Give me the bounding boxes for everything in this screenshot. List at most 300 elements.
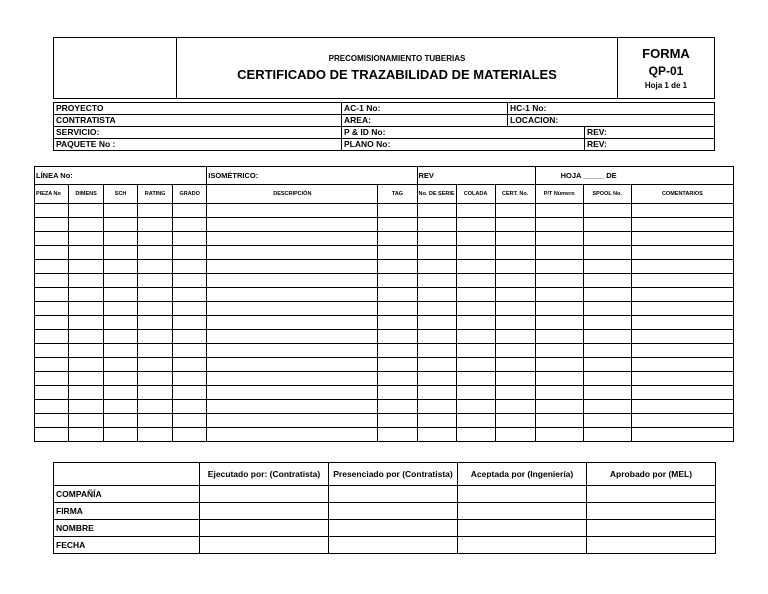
signature-cell[interactable] bbox=[200, 486, 329, 503]
table-cell[interactable] bbox=[138, 414, 173, 428]
table-cell[interactable] bbox=[207, 218, 378, 232]
table-cell[interactable] bbox=[69, 316, 104, 330]
hoja-label: HOJA _____ DE bbox=[560, 171, 617, 180]
table-cell[interactable] bbox=[535, 288, 583, 302]
column-header: TAG bbox=[378, 185, 417, 204]
table-row bbox=[35, 330, 734, 344]
column-header: No. DE SERIE bbox=[417, 185, 456, 204]
table-cell[interactable] bbox=[69, 358, 104, 372]
table-cell[interactable] bbox=[35, 428, 69, 442]
table-cell[interactable] bbox=[456, 232, 495, 246]
table-cell[interactable] bbox=[138, 344, 173, 358]
column-header: RATING bbox=[138, 185, 173, 204]
table-cell[interactable] bbox=[456, 204, 495, 218]
table-cell[interactable] bbox=[583, 218, 631, 232]
table-cell[interactable] bbox=[378, 316, 417, 330]
table-cell[interactable] bbox=[417, 232, 456, 246]
table-row bbox=[35, 218, 734, 232]
table-cell[interactable] bbox=[378, 288, 417, 302]
table-cell[interactable] bbox=[456, 330, 495, 344]
signature-cell[interactable] bbox=[329, 520, 458, 537]
table-cell[interactable] bbox=[631, 274, 733, 288]
table-cell[interactable] bbox=[495, 288, 535, 302]
signature-cell[interactable] bbox=[329, 503, 458, 520]
table-cell[interactable] bbox=[138, 288, 173, 302]
table-cell[interactable] bbox=[207, 330, 378, 344]
table-cell[interactable] bbox=[631, 218, 733, 232]
table-cell[interactable] bbox=[35, 400, 69, 414]
table-cell[interactable] bbox=[631, 260, 733, 274]
table-cell[interactable] bbox=[173, 414, 207, 428]
signature-row bbox=[54, 486, 716, 503]
signature-row-label: FIRMA bbox=[54, 503, 200, 520]
hc1-field[interactable]: HC-1 No: bbox=[508, 103, 715, 115]
table-cell[interactable] bbox=[583, 204, 631, 218]
table-cell[interactable] bbox=[104, 414, 138, 428]
table-cell[interactable] bbox=[535, 400, 583, 414]
table-cell[interactable] bbox=[456, 344, 495, 358]
table-cell[interactable] bbox=[173, 232, 207, 246]
table-cell[interactable] bbox=[173, 274, 207, 288]
table-cell[interactable] bbox=[138, 232, 173, 246]
table-cell[interactable] bbox=[583, 274, 631, 288]
table-cell[interactable] bbox=[495, 246, 535, 260]
table-cell[interactable] bbox=[378, 372, 417, 386]
table-cell[interactable] bbox=[207, 344, 378, 358]
signature-cell[interactable] bbox=[587, 503, 716, 520]
table-cell[interactable] bbox=[35, 330, 69, 344]
table-cell[interactable] bbox=[138, 246, 173, 260]
table-cell[interactable] bbox=[378, 218, 417, 232]
table-cell[interactable] bbox=[495, 260, 535, 274]
table-cell[interactable] bbox=[207, 316, 378, 330]
logo-cell bbox=[54, 38, 177, 99]
locacion-field[interactable]: LOCACION: bbox=[508, 115, 715, 127]
table-row bbox=[35, 246, 734, 260]
table-cell[interactable] bbox=[583, 232, 631, 246]
table-cell[interactable] bbox=[104, 302, 138, 316]
signature-cell[interactable] bbox=[329, 537, 458, 554]
table-cell[interactable] bbox=[104, 246, 138, 260]
column-header: DESCRIPCIÓN bbox=[207, 185, 378, 204]
table-cell[interactable] bbox=[138, 386, 173, 400]
signature-row-label: FECHA bbox=[54, 537, 200, 554]
pid-field[interactable]: P & ID No: bbox=[342, 127, 585, 139]
paquete-field[interactable]: PAQUETE No : bbox=[54, 139, 342, 151]
sheet-number: Hoja 1 de 1 bbox=[644, 81, 688, 90]
table-cell[interactable] bbox=[495, 400, 535, 414]
table-cell[interactable] bbox=[456, 246, 495, 260]
table-cell[interactable] bbox=[138, 358, 173, 372]
table-cell[interactable] bbox=[378, 358, 417, 372]
table-cell[interactable] bbox=[69, 372, 104, 386]
table-cell[interactable] bbox=[456, 414, 495, 428]
table-cell[interactable] bbox=[456, 386, 495, 400]
table-cell[interactable] bbox=[456, 372, 495, 386]
table-cell[interactable] bbox=[631, 414, 733, 428]
signature-cell[interactable] bbox=[587, 537, 716, 554]
table-cell[interactable] bbox=[583, 260, 631, 274]
table-cell[interactable] bbox=[535, 316, 583, 330]
table-cell[interactable] bbox=[456, 316, 495, 330]
table-cell[interactable] bbox=[535, 260, 583, 274]
table-cell[interactable] bbox=[535, 386, 583, 400]
table-cell[interactable] bbox=[378, 260, 417, 274]
signature-row bbox=[54, 503, 716, 520]
table-cell[interactable] bbox=[138, 274, 173, 288]
column-header: PIEZA No bbox=[35, 185, 69, 204]
table-cell[interactable] bbox=[69, 246, 104, 260]
table-cell[interactable] bbox=[495, 204, 535, 218]
table-cell[interactable] bbox=[35, 204, 69, 218]
table-cell[interactable] bbox=[535, 274, 583, 288]
table-cell[interactable] bbox=[378, 274, 417, 288]
rev1-field[interactable]: REV: bbox=[585, 127, 715, 139]
table-cell[interactable] bbox=[535, 232, 583, 246]
table-cell[interactable] bbox=[535, 414, 583, 428]
plano-field[interactable]: PLANO No: bbox=[342, 139, 585, 151]
table-cell[interactable] bbox=[456, 358, 495, 372]
table-cell[interactable] bbox=[631, 330, 733, 344]
signature-row-label: COMPAÑÍA bbox=[54, 486, 200, 503]
column-header: P/T Número bbox=[535, 185, 583, 204]
ac1-field[interactable]: AC-1 No: bbox=[342, 103, 508, 115]
table-cell[interactable] bbox=[69, 386, 104, 400]
table-cell[interactable] bbox=[631, 358, 733, 372]
table-cell[interactable] bbox=[495, 386, 535, 400]
table-cell[interactable] bbox=[35, 358, 69, 372]
table-cell[interactable] bbox=[417, 400, 456, 414]
table-cell[interactable] bbox=[631, 372, 733, 386]
table-cell[interactable] bbox=[104, 232, 138, 246]
table-cell[interactable] bbox=[35, 316, 69, 330]
table-row bbox=[35, 302, 734, 316]
table-cell[interactable] bbox=[138, 400, 173, 414]
table-cell[interactable] bbox=[378, 302, 417, 316]
table-cell[interactable] bbox=[35, 218, 69, 232]
table-cell[interactable] bbox=[417, 428, 456, 442]
table-cell[interactable] bbox=[378, 428, 417, 442]
hoja-field[interactable] bbox=[535, 167, 733, 185]
table-row bbox=[35, 428, 734, 442]
table-cell[interactable] bbox=[535, 246, 583, 260]
table-cell[interactable] bbox=[104, 316, 138, 330]
table-cell[interactable] bbox=[583, 316, 631, 330]
table-cell[interactable] bbox=[631, 288, 733, 302]
table-cell[interactable] bbox=[583, 330, 631, 344]
table-cell[interactable] bbox=[69, 330, 104, 344]
table-cell[interactable] bbox=[173, 400, 207, 414]
table-cell[interactable] bbox=[378, 344, 417, 358]
table-cell[interactable] bbox=[69, 302, 104, 316]
table-cell[interactable] bbox=[535, 372, 583, 386]
table-cell[interactable] bbox=[173, 344, 207, 358]
table-cell[interactable] bbox=[417, 372, 456, 386]
column-header: CERT. No. bbox=[495, 185, 535, 204]
table-cell[interactable] bbox=[173, 316, 207, 330]
table-cell[interactable] bbox=[417, 274, 456, 288]
table-row bbox=[35, 260, 734, 274]
column-header: SCH bbox=[104, 185, 138, 204]
table-cell[interactable] bbox=[378, 204, 417, 218]
table-cell[interactable] bbox=[207, 260, 378, 274]
table-cell[interactable] bbox=[138, 218, 173, 232]
table-cell[interactable] bbox=[378, 330, 417, 344]
table-cell[interactable] bbox=[456, 428, 495, 442]
proyecto-field[interactable]: PROYECTO bbox=[54, 103, 342, 115]
table-cell[interactable] bbox=[207, 400, 378, 414]
table-cell[interactable] bbox=[69, 218, 104, 232]
table-cell[interactable] bbox=[35, 288, 69, 302]
table-cell[interactable] bbox=[104, 428, 138, 442]
signature-column-header: Presenciado por (Contratista) bbox=[329, 463, 458, 486]
table-cell[interactable] bbox=[207, 274, 378, 288]
form-code-cell bbox=[618, 38, 715, 99]
table-cell[interactable] bbox=[535, 330, 583, 344]
table-cell[interactable] bbox=[583, 344, 631, 358]
table-cell[interactable] bbox=[173, 330, 207, 344]
table-cell[interactable] bbox=[417, 330, 456, 344]
table-cell[interactable] bbox=[69, 260, 104, 274]
table-cell[interactable] bbox=[104, 358, 138, 372]
table-cell[interactable] bbox=[207, 358, 378, 372]
table-cell[interactable] bbox=[69, 414, 104, 428]
table-cell[interactable] bbox=[173, 288, 207, 302]
signature-column-header: Aprobado por (MEL) bbox=[587, 463, 716, 486]
signature-cell[interactable] bbox=[587, 520, 716, 537]
column-header: DIMENS bbox=[69, 185, 104, 204]
table-cell[interactable] bbox=[138, 330, 173, 344]
table-cell[interactable] bbox=[535, 204, 583, 218]
table-cell[interactable] bbox=[104, 218, 138, 232]
form-label: FORMA bbox=[642, 46, 690, 61]
table-cell[interactable] bbox=[583, 386, 631, 400]
table-cell[interactable] bbox=[417, 302, 456, 316]
table-cell[interactable] bbox=[173, 386, 207, 400]
table-cell[interactable] bbox=[583, 358, 631, 372]
table-cell[interactable] bbox=[138, 372, 173, 386]
table-cell[interactable] bbox=[207, 372, 378, 386]
signature-cell[interactable] bbox=[200, 520, 329, 537]
table-row bbox=[35, 400, 734, 414]
servicio-field[interactable]: SERVICIO: bbox=[54, 127, 342, 139]
table-cell[interactable] bbox=[104, 386, 138, 400]
signature-row bbox=[54, 537, 716, 554]
table-cell[interactable] bbox=[138, 316, 173, 330]
table-cell[interactable] bbox=[138, 260, 173, 274]
table-cell[interactable] bbox=[535, 428, 583, 442]
table-cell[interactable] bbox=[104, 400, 138, 414]
table-cell[interactable] bbox=[378, 414, 417, 428]
table-cell[interactable] bbox=[173, 358, 207, 372]
table-cell[interactable] bbox=[35, 372, 69, 386]
area-field[interactable]: AREA: bbox=[342, 115, 508, 127]
table-cell[interactable] bbox=[207, 204, 378, 218]
table-cell[interactable] bbox=[456, 218, 495, 232]
table-cell[interactable] bbox=[207, 386, 378, 400]
signature-cell[interactable] bbox=[458, 503, 587, 520]
table-cell[interactable] bbox=[495, 302, 535, 316]
table-cell[interactable] bbox=[35, 414, 69, 428]
table-cell[interactable] bbox=[631, 428, 733, 442]
table-cell[interactable] bbox=[417, 316, 456, 330]
table-cell[interactable] bbox=[495, 274, 535, 288]
table-cell[interactable] bbox=[69, 428, 104, 442]
table-cell[interactable] bbox=[495, 232, 535, 246]
table-cell[interactable] bbox=[495, 218, 535, 232]
table-cell[interactable] bbox=[417, 414, 456, 428]
form-code: QP-01 bbox=[648, 64, 684, 78]
isometrico-field[interactable]: ISOMÉTRICO: bbox=[207, 167, 417, 185]
table-cell[interactable] bbox=[583, 288, 631, 302]
table-cell[interactable] bbox=[417, 344, 456, 358]
table-cell[interactable] bbox=[69, 400, 104, 414]
signature-cell[interactable] bbox=[329, 486, 458, 503]
table-cell[interactable] bbox=[69, 288, 104, 302]
table-cell[interactable] bbox=[378, 232, 417, 246]
table-cell[interactable] bbox=[378, 386, 417, 400]
table-cell[interactable] bbox=[456, 288, 495, 302]
table-cell[interactable] bbox=[456, 302, 495, 316]
table-cell[interactable] bbox=[535, 302, 583, 316]
signature-table bbox=[53, 462, 716, 554]
signature-row-label: NOMBRE bbox=[54, 520, 200, 537]
table-cell[interactable] bbox=[173, 204, 207, 218]
linea-field[interactable]: LÍNEA No: bbox=[35, 167, 207, 185]
table-cell[interactable] bbox=[173, 372, 207, 386]
signature-cell[interactable] bbox=[200, 537, 329, 554]
column-header: SPOOL No. bbox=[583, 185, 631, 204]
table-cell[interactable] bbox=[583, 428, 631, 442]
signature-cell[interactable] bbox=[587, 486, 716, 503]
signature-column-header: Ejecutado por: (Contratista) bbox=[200, 463, 329, 486]
table-cell[interactable] bbox=[378, 246, 417, 260]
table-cell[interactable] bbox=[104, 330, 138, 344]
table-cell[interactable] bbox=[69, 274, 104, 288]
column-header: COLADA bbox=[456, 185, 495, 204]
table-cell[interactable] bbox=[173, 260, 207, 274]
table-cell[interactable] bbox=[138, 204, 173, 218]
table-cell[interactable] bbox=[207, 232, 378, 246]
table-cell[interactable] bbox=[417, 358, 456, 372]
table-cell[interactable] bbox=[495, 344, 535, 358]
table-row bbox=[35, 372, 734, 386]
signature-cell[interactable] bbox=[200, 503, 329, 520]
table-cell[interactable] bbox=[535, 218, 583, 232]
table-cell[interactable] bbox=[207, 288, 378, 302]
table-cell[interactable] bbox=[417, 386, 456, 400]
table-cell[interactable] bbox=[456, 260, 495, 274]
table-cell[interactable] bbox=[417, 260, 456, 274]
table-cell[interactable] bbox=[631, 316, 733, 330]
table-cell[interactable] bbox=[207, 302, 378, 316]
rev2-field[interactable]: REV: bbox=[585, 139, 715, 151]
table-cell[interactable] bbox=[104, 288, 138, 302]
table-cell[interactable] bbox=[104, 260, 138, 274]
table-cell[interactable] bbox=[495, 428, 535, 442]
signature-column-header: Aceptada por (Ingeniería) bbox=[458, 463, 587, 486]
table-cell[interactable] bbox=[631, 302, 733, 316]
table-cell[interactable] bbox=[35, 386, 69, 400]
signature-cell[interactable] bbox=[458, 520, 587, 537]
table-cell[interactable] bbox=[631, 232, 733, 246]
table-cell[interactable] bbox=[495, 316, 535, 330]
table-cell[interactable] bbox=[104, 344, 138, 358]
signature-cell[interactable] bbox=[458, 537, 587, 554]
table-cell[interactable] bbox=[456, 400, 495, 414]
table-cell[interactable] bbox=[69, 344, 104, 358]
table-cell[interactable] bbox=[35, 302, 69, 316]
table-cell[interactable] bbox=[417, 204, 456, 218]
table-cell[interactable] bbox=[35, 246, 69, 260]
table-cell[interactable] bbox=[207, 414, 378, 428]
table-cell[interactable] bbox=[138, 428, 173, 442]
title-cell bbox=[177, 38, 618, 99]
table-cell[interactable] bbox=[138, 302, 173, 316]
table-cell[interactable] bbox=[104, 372, 138, 386]
table-cell[interactable] bbox=[104, 274, 138, 288]
table-cell[interactable] bbox=[583, 414, 631, 428]
table-cell[interactable] bbox=[495, 358, 535, 372]
project-info-table bbox=[53, 102, 715, 151]
table-cell[interactable] bbox=[207, 428, 378, 442]
table-cell[interactable] bbox=[35, 344, 69, 358]
table-cell[interactable] bbox=[495, 414, 535, 428]
table-row bbox=[35, 274, 734, 288]
table-cell[interactable] bbox=[495, 330, 535, 344]
table-cell[interactable] bbox=[583, 302, 631, 316]
table-cell[interactable] bbox=[417, 218, 456, 232]
table-cell[interactable] bbox=[583, 246, 631, 260]
signature-cell[interactable] bbox=[458, 486, 587, 503]
table-cell[interactable] bbox=[535, 344, 583, 358]
table-cell[interactable] bbox=[535, 358, 583, 372]
table-cell[interactable] bbox=[631, 386, 733, 400]
column-header: GRADO bbox=[173, 185, 207, 204]
table-cell[interactable] bbox=[631, 400, 733, 414]
signature-row bbox=[54, 520, 716, 537]
table-cell[interactable] bbox=[173, 218, 207, 232]
table-cell[interactable] bbox=[631, 344, 733, 358]
table-cell[interactable] bbox=[69, 232, 104, 246]
table-cell[interactable] bbox=[456, 274, 495, 288]
table-cell[interactable] bbox=[35, 274, 69, 288]
table-cell[interactable] bbox=[35, 260, 69, 274]
table-cell[interactable] bbox=[104, 204, 138, 218]
table-cell[interactable] bbox=[173, 428, 207, 442]
table-row bbox=[35, 358, 734, 372]
table-cell[interactable] bbox=[583, 372, 631, 386]
table-cell[interactable] bbox=[583, 400, 631, 414]
table-cell[interactable] bbox=[35, 232, 69, 246]
table-cell[interactable] bbox=[495, 372, 535, 386]
table-cell[interactable] bbox=[631, 246, 733, 260]
table-cell[interactable] bbox=[417, 246, 456, 260]
table-cell[interactable] bbox=[378, 400, 417, 414]
table-cell[interactable] bbox=[69, 204, 104, 218]
table-cell[interactable] bbox=[173, 246, 207, 260]
table-cell[interactable] bbox=[207, 246, 378, 260]
table-cell[interactable] bbox=[417, 288, 456, 302]
rev-field[interactable]: REV bbox=[417, 167, 535, 185]
table-cell[interactable] bbox=[173, 302, 207, 316]
form-subtitle: PRECOMISIONAMIENTO TUBERIAS bbox=[328, 54, 466, 63]
contratista-field[interactable]: CONTRATISTA bbox=[54, 115, 342, 127]
table-row bbox=[35, 386, 734, 400]
column-header: COMENTARIOS bbox=[631, 185, 733, 204]
signature-header-row bbox=[54, 463, 716, 486]
table-cell[interactable] bbox=[631, 204, 733, 218]
